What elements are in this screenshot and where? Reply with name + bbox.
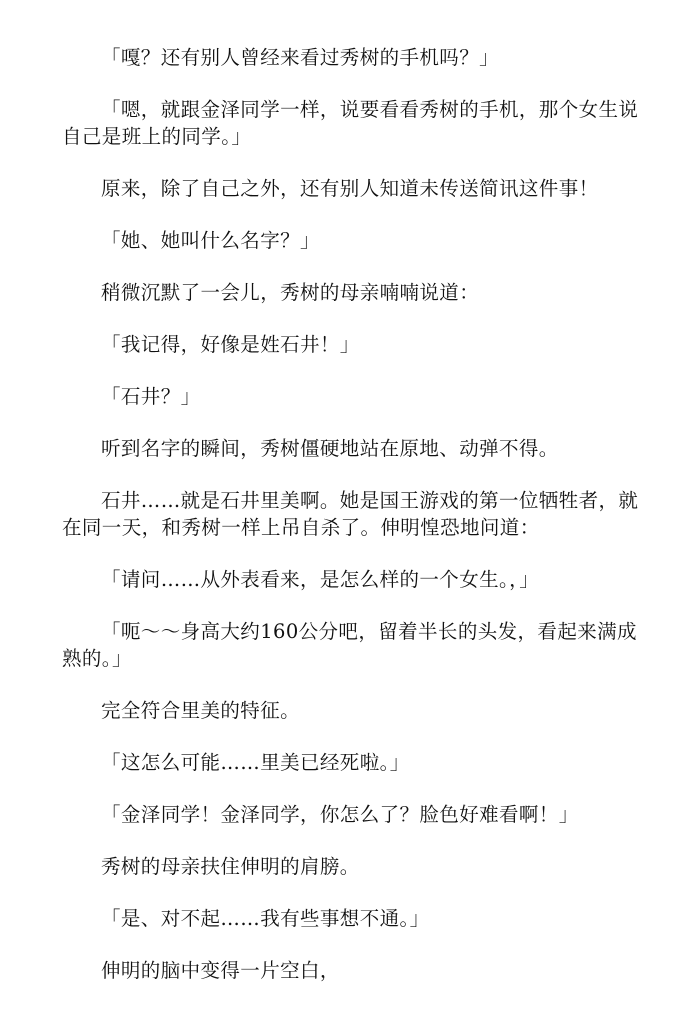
paragraph: 伸明的脑中变得一片空白， [101, 959, 340, 982]
paragraph: 秀树的母亲扶住伸明的肩膀。 [101, 855, 360, 878]
paragraph: 石井……就是石井里美啊。她是国王游戏的第一位牺牲者，就在同一天，和秀树一样上吊自杀了。伸明惶恐地问道： [62, 489, 639, 539]
paragraph: 「呃～～身高大约160公分吧，留着半长的头发，看起来满成熟的。」 [62, 620, 637, 670]
paragraph: 「请问……从外表看来，是怎么样的一个女生。，」 [101, 568, 540, 591]
paragraph: 听到名字的瞬间，秀树僵硬地站在原地、动弹不得。 [101, 437, 559, 460]
paragraph: 稍微沉默了一会儿，秀树的母亲喃喃说道： [101, 281, 480, 304]
paragraph: 「她、她叫什么名字？」 [101, 229, 320, 252]
paragraph: 「我记得，好像是姓石井！」 [101, 333, 360, 356]
paragraph: 「嗯，就跟金泽同学一样，说要看看秀树的手机，那个女生说自己是班上的同学。」 [62, 98, 639, 148]
document-page [62, 44, 640, 1009]
paragraph: 「金泽同学！金泽同学，你怎么了？脸色好难看啊！」 [101, 803, 579, 826]
paragraph: 完全符合里美的特征。 [101, 699, 301, 722]
paragraph: 「石井？」 [101, 385, 201, 408]
paragraph: 「嘎？还有别人曾经来看过秀树的手机吗？」 [101, 46, 500, 69]
paragraph: 「这怎么可能……里美已经死啦。」 [101, 751, 410, 774]
paragraph: 「是、对不起……我有些事想不通。」 [101, 907, 430, 930]
paragraph: 原来，除了自己之外，还有别人知道未传送简讯这件事！ [101, 177, 599, 200]
